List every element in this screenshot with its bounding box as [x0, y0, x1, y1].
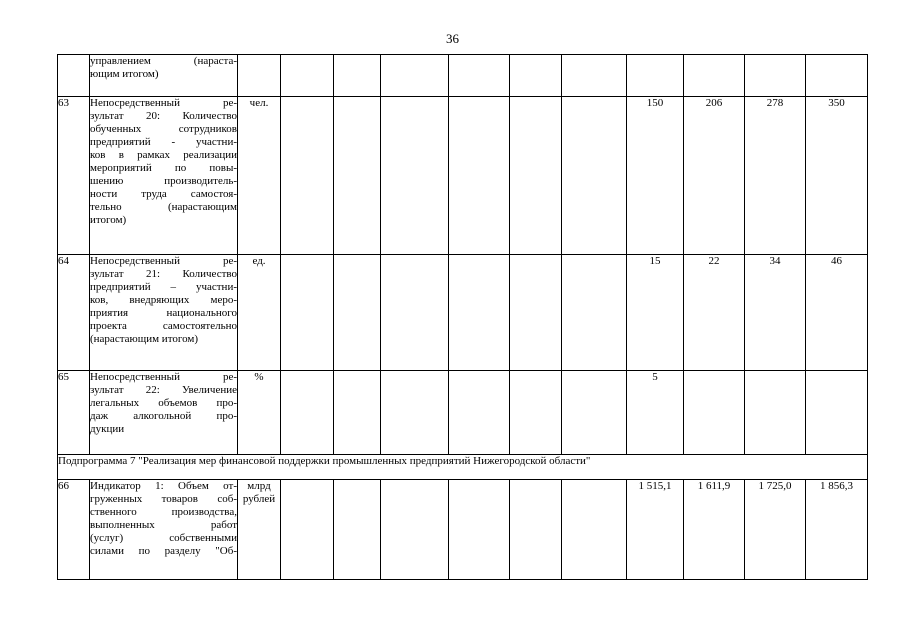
value-cell: [334, 97, 381, 255]
row-number: 66: [58, 480, 90, 580]
table-row: [58, 480, 868, 580]
value-cell: 1 856,3: [806, 480, 868, 580]
value-cell: [381, 97, 449, 255]
value-cell: 150: [627, 97, 684, 255]
value-cell: 350: [806, 97, 868, 255]
row-number: 64: [58, 255, 90, 371]
value-cell: 1 515,1: [627, 480, 684, 580]
name-line: шению производитель-: [90, 175, 237, 187]
value-cell: [449, 371, 510, 455]
value-cell: [449, 97, 510, 255]
value-cell: [684, 55, 745, 97]
row-number: 63: [58, 97, 90, 255]
value-cell: 278: [745, 97, 806, 255]
value-cell: 15: [627, 255, 684, 371]
name-line: ющим итогом): [90, 68, 159, 80]
value-cell: [510, 55, 562, 97]
value-cell: [334, 55, 381, 97]
indicator-name: [90, 55, 238, 97]
row-number: 65: [58, 371, 90, 455]
value-cell: [562, 255, 627, 371]
name-line: груженных товаров соб-: [90, 493, 237, 505]
name-line: зультат 20: Количество: [90, 110, 237, 122]
value-cell: [510, 97, 562, 255]
name-line: управлением (нараста-: [90, 55, 237, 67]
value-cell: 206: [684, 97, 745, 255]
unit-cell: [238, 480, 281, 580]
name-line: (нарастающим итогом): [90, 333, 199, 345]
value-cell: [562, 55, 627, 97]
name-line: предприятий – участни-: [90, 281, 237, 293]
value-cell: [334, 255, 381, 371]
indicator-name: [90, 97, 238, 255]
name-line: Индикатор 1: Объем от-: [90, 480, 237, 492]
value-cell: [281, 255, 334, 371]
name-line: (услуг) собственными: [90, 532, 237, 544]
value-cell: [381, 55, 449, 97]
table-row: [58, 371, 868, 455]
name-line: зультат 21: Количество: [90, 268, 237, 280]
value-cell: 5: [627, 371, 684, 455]
value-cell: [334, 371, 381, 455]
value-cell: [449, 480, 510, 580]
value-cell: [806, 371, 868, 455]
value-cell: 46: [806, 255, 868, 371]
name-line: обученных сотрудников: [90, 123, 237, 135]
value-cell: [449, 255, 510, 371]
value-cell: [510, 480, 562, 580]
value-cell: [381, 255, 449, 371]
value-cell: [281, 480, 334, 580]
name-line: ности труда самостоя-: [90, 188, 237, 200]
indicator-name: [90, 255, 238, 371]
value-cell: [562, 480, 627, 580]
value-cell: 22: [684, 255, 745, 371]
name-line: Непосредственный ре-: [90, 255, 237, 267]
unit-cell: ед.: [238, 255, 281, 371]
value-cell: [449, 55, 510, 97]
name-line: приятия национального: [90, 307, 237, 319]
value-cell: 34: [745, 255, 806, 371]
table-row: [58, 55, 868, 97]
value-cell: [562, 371, 627, 455]
name-line: итогом): [90, 214, 127, 226]
name-line: дукции: [90, 423, 125, 435]
value-cell: [281, 97, 334, 255]
value-cell: [510, 255, 562, 371]
name-line: ственного производства,: [90, 506, 237, 518]
name-line: силами по разделу "Об-: [90, 545, 237, 557]
name-line: даж алкогольной про-: [90, 410, 237, 422]
name-line: предприятий - участни-: [90, 136, 237, 148]
row-number: [58, 55, 90, 97]
value-cell: [562, 97, 627, 255]
subprogram-title: Подпрограмма 7 "Реализация мер финансовой поддержки промышленных предприятий Нижегородской области": [58, 455, 868, 480]
value-cell: [627, 55, 684, 97]
value-cell: [281, 55, 334, 97]
unit-line: рублей: [242, 493, 276, 505]
value-cell: [381, 480, 449, 580]
unit-cell: %: [238, 371, 281, 455]
name-line: выполненных работ: [90, 519, 237, 531]
unit-cell: чел.: [238, 97, 281, 255]
name-line: Непосредственный ре-: [90, 371, 237, 383]
table-row: [58, 97, 868, 255]
indicator-name: [90, 371, 238, 455]
name-line: мероприятий по повы-: [90, 162, 237, 174]
value-cell: [684, 371, 745, 455]
value-cell: [806, 55, 868, 97]
name-line: зультат 22: Увеличение: [90, 384, 237, 396]
name-line: тельно (нарастающим: [90, 201, 237, 213]
value-cell: [334, 480, 381, 580]
value-cell: [510, 371, 562, 455]
indicator-name: [90, 480, 238, 580]
value-cell: 1 611,9: [684, 480, 745, 580]
name-line: ков, внедряющих меро-: [90, 294, 237, 306]
page-number: 36: [446, 31, 459, 46]
table-row: [58, 255, 868, 371]
unit-line: млрд: [247, 480, 271, 492]
indicators-table: [57, 54, 868, 580]
value-cell: [745, 55, 806, 97]
unit-cell: [238, 55, 281, 97]
value-cell: 1 725,0: [745, 480, 806, 580]
value-cell: [281, 371, 334, 455]
name-line: ков в рамках реализации: [90, 149, 237, 161]
value-cell: [381, 371, 449, 455]
name-line: Непосредственный ре-: [90, 97, 237, 109]
value-cell: [745, 371, 806, 455]
name-line: проекта самостоятельно: [90, 320, 237, 332]
subprogram-row: [58, 455, 868, 480]
name-line: легальных объемов про-: [90, 397, 237, 409]
